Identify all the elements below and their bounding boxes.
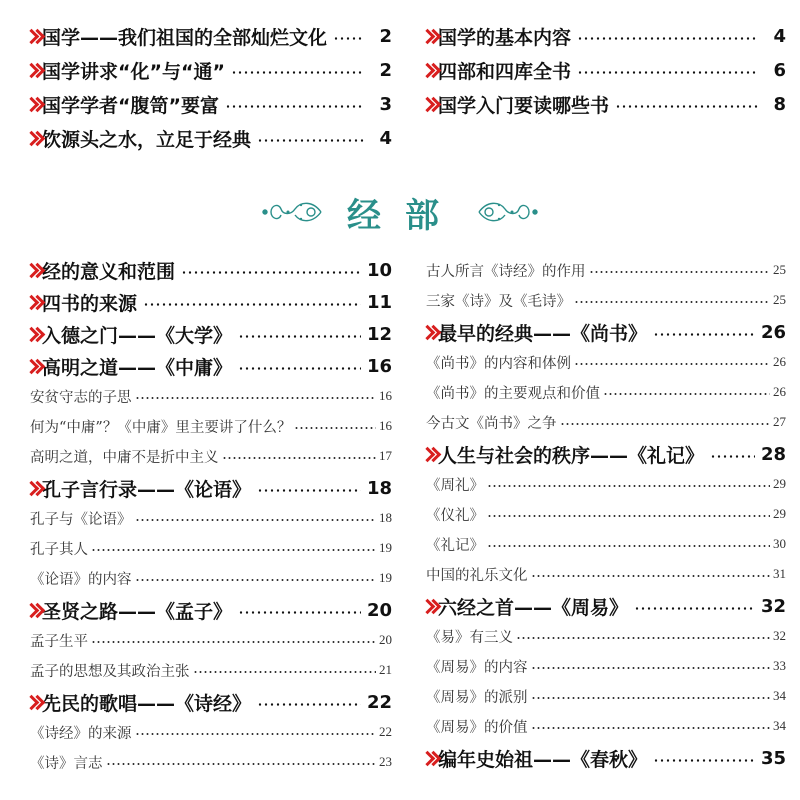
toc-entry[interactable] xyxy=(426,22,786,50)
toc-subentry[interactable] xyxy=(426,532,786,556)
double-chevron-icon xyxy=(426,325,434,339)
toc-entry-title: 国学的基本内容 xyxy=(438,26,572,49)
toc-subentry[interactable] xyxy=(30,414,392,438)
toc-subentry[interactable] xyxy=(30,444,392,468)
dot-leader xyxy=(135,733,377,735)
toc-entry-title: 圣贤之路——《孟子》 xyxy=(42,600,233,623)
dot-leader xyxy=(653,333,755,336)
toc-entry-title: 饮源头之水，立足于经典 xyxy=(42,128,252,151)
double-chevron-icon xyxy=(30,603,38,617)
toc-page-number: 10 xyxy=(366,259,392,281)
toc-entry[interactable] xyxy=(30,688,392,716)
double-chevron-icon xyxy=(30,97,38,111)
toc-entry-title: 人生与社会的秩序——《礼记》 xyxy=(438,444,705,467)
section-header xyxy=(0,190,800,234)
toc-page-number: 20 xyxy=(366,599,392,621)
toc-page-number: 16 xyxy=(366,355,392,377)
dot-leader xyxy=(487,545,770,547)
toc-subentry[interactable] xyxy=(426,502,786,526)
dot-leader xyxy=(531,575,771,577)
dot-leader xyxy=(91,641,376,643)
toc-entry-title: 国学——我们祖国的全部灿烂文化 xyxy=(42,26,328,49)
toc-entry-title: 《尚书》的主要观点和价值 xyxy=(426,385,600,402)
toc-page-number: 12 xyxy=(366,323,392,345)
ornament-icon xyxy=(261,197,323,227)
toc-page-number: 8 xyxy=(773,93,786,115)
double-chevron-icon xyxy=(426,63,434,77)
dot-leader xyxy=(257,703,361,706)
dot-leader xyxy=(531,727,771,729)
dot-leader xyxy=(222,457,377,459)
toc-entry-title: 孟子生平 xyxy=(30,633,88,650)
toc-entry-title: 入德之门——《大学》 xyxy=(42,324,233,347)
toc-subentry[interactable] xyxy=(30,384,392,408)
toc-page-number: 31 xyxy=(773,566,786,581)
dot-leader xyxy=(577,37,758,40)
dot-leader xyxy=(135,519,377,521)
double-chevron-icon xyxy=(30,29,38,43)
toc-subentry[interactable] xyxy=(30,750,392,774)
dot-leader xyxy=(634,607,755,610)
toc-subentry[interactable] xyxy=(426,624,786,648)
toc-page-number: 32 xyxy=(760,595,786,617)
section-title: 经部 xyxy=(347,195,463,236)
toc-entry-title: 先民的歌唱——《诗经》 xyxy=(42,692,252,715)
dot-leader xyxy=(615,105,758,108)
toc-page-number: 25 xyxy=(773,292,786,307)
toc-subentry[interactable] xyxy=(426,410,786,434)
dot-leader xyxy=(238,611,361,614)
toc-page-number: 17 xyxy=(379,448,392,463)
toc-entry-title: 孔子其人 xyxy=(30,541,88,558)
toc-page-number: 4 xyxy=(773,25,786,47)
double-chevron-icon xyxy=(30,695,38,709)
toc-page-number: 11 xyxy=(366,291,392,313)
toc-page-number: 30 xyxy=(773,536,786,551)
toc-page-number: 29 xyxy=(773,476,786,491)
toc-subentry[interactable] xyxy=(426,714,786,738)
toc-page-number: 6 xyxy=(773,59,786,81)
dot-leader xyxy=(487,515,770,517)
toc-entry-title: 三家《诗》及《毛诗》 xyxy=(426,293,571,310)
toc-entry-title: 《周礼》 xyxy=(426,477,484,494)
toc-entry[interactable] xyxy=(30,352,392,380)
toc-entry-title: 最早的经典——《尚书》 xyxy=(438,322,648,345)
toc-page-number: 3 xyxy=(379,93,392,115)
toc-entry-title: 高明之道——《中庸》 xyxy=(42,356,233,379)
toc-page-number: 26 xyxy=(773,354,786,369)
toc-entry-title: 古人所言《诗经》的作用 xyxy=(426,263,586,280)
dot-leader xyxy=(333,37,364,40)
double-chevron-icon xyxy=(30,327,38,341)
toc-entry[interactable] xyxy=(426,318,786,346)
toc-page-number: 25 xyxy=(773,262,786,277)
toc-entry-title: 《周易》的内容 xyxy=(426,659,528,676)
dot-leader xyxy=(193,671,377,673)
dot-leader xyxy=(531,697,771,699)
dot-leader xyxy=(560,423,771,425)
toc-page-number: 34 xyxy=(773,718,786,733)
dot-leader xyxy=(257,489,361,492)
toc-subentry[interactable] xyxy=(426,288,786,312)
toc-subentry[interactable] xyxy=(426,258,786,282)
toc-page-number: 28 xyxy=(760,443,786,465)
toc-entry[interactable] xyxy=(426,440,786,468)
toc-page-number: 32 xyxy=(773,628,786,643)
toc-entry[interactable] xyxy=(426,90,786,118)
toc-page-number: 2 xyxy=(379,25,392,47)
toc-entry[interactable] xyxy=(30,256,392,284)
toc-page-number: 34 xyxy=(773,688,786,703)
toc-page-number: 27 xyxy=(773,414,786,429)
toc-page-number: 18 xyxy=(379,510,392,525)
toc-entry[interactable] xyxy=(30,56,392,84)
toc-page-number: 18 xyxy=(366,477,392,499)
toc-entry-title: 安贫守志的子思 xyxy=(30,389,132,406)
toc-subentry[interactable] xyxy=(426,380,786,404)
dot-leader xyxy=(135,579,377,581)
toc-entry[interactable] xyxy=(30,22,392,50)
double-chevron-icon xyxy=(426,447,434,461)
toc-entry-title: 国学入门要读哪些书 xyxy=(438,94,610,117)
toc-entry-title: 四书的来源 xyxy=(42,292,138,315)
double-chevron-icon xyxy=(30,63,38,77)
toc-entry-title: 《仪礼》 xyxy=(426,507,484,524)
toc-subentry[interactable] xyxy=(30,720,392,744)
toc-entry-title: 六经之首——《周易》 xyxy=(438,596,629,619)
double-chevron-icon xyxy=(426,97,434,111)
toc-entry-title: 经的意义和范围 xyxy=(42,260,176,283)
toc-page-number: 26 xyxy=(760,321,786,343)
toc-page-number: 19 xyxy=(379,540,392,555)
toc-entry[interactable] xyxy=(30,596,392,624)
toc-entry-title: 《诗》言志 xyxy=(30,755,103,772)
toc-entry-title: 中国的礼乐文化 xyxy=(426,567,528,584)
dot-leader xyxy=(257,139,364,142)
toc-subentry[interactable] xyxy=(426,654,786,678)
toc-entry-title: 高明之道，中庸不是折中主义 xyxy=(30,449,219,466)
dot-leader xyxy=(603,393,770,395)
double-chevron-icon xyxy=(30,263,38,277)
toc-entry-title: 国学讲求“化”与“通” xyxy=(42,60,225,83)
double-chevron-icon xyxy=(426,751,434,765)
double-chevron-icon xyxy=(30,131,38,145)
dot-leader xyxy=(225,105,364,108)
dot-leader xyxy=(577,71,758,74)
toc-entry-title: 孔子言行录——《论语》 xyxy=(42,478,252,501)
toc-subentry[interactable] xyxy=(30,628,392,652)
toc-page-number: 16 xyxy=(379,388,392,403)
toc-page-number: 21 xyxy=(379,662,392,677)
toc-page-number: 29 xyxy=(773,506,786,521)
dot-leader xyxy=(238,335,361,338)
double-chevron-icon xyxy=(30,295,38,309)
toc-subentry[interactable] xyxy=(426,684,786,708)
toc-page-number: 22 xyxy=(366,691,392,713)
toc-page-number: 20 xyxy=(379,632,392,647)
toc-entry[interactable] xyxy=(30,474,392,502)
toc-entry-title: 四部和四库全书 xyxy=(438,60,572,83)
dot-leader xyxy=(531,667,771,669)
toc-subentry[interactable] xyxy=(30,506,392,530)
toc-page-number: 33 xyxy=(773,658,786,673)
dot-leader xyxy=(181,271,361,274)
dot-leader xyxy=(589,271,771,273)
toc-entry-title: 《诗经》的来源 xyxy=(30,725,132,742)
toc-entry-title: 《周易》的价值 xyxy=(426,719,528,736)
dot-leader xyxy=(574,301,770,303)
toc-entry-title: 《礼记》 xyxy=(426,537,484,554)
toc-entry-title: 编年史始祖——《春秋》 xyxy=(438,748,648,771)
dot-leader xyxy=(238,367,361,370)
double-chevron-icon xyxy=(426,599,434,613)
toc-entry-title: 何为“中庸”？《中庸》里主要讲了什么？ xyxy=(30,419,292,436)
dot-leader xyxy=(653,759,755,762)
toc-entry-title: 《易》有三义 xyxy=(426,629,513,646)
toc-subentry[interactable] xyxy=(426,350,786,374)
ornament-icon xyxy=(477,197,539,227)
dot-leader xyxy=(294,427,376,429)
toc-page-number: 2 xyxy=(379,59,392,81)
toc-subentry[interactable] xyxy=(30,536,392,560)
toc-entry[interactable] xyxy=(30,124,392,152)
toc-entry-title: 孟子的思想及其政治主张 xyxy=(30,663,190,680)
toc-entry-title: 孔子与《论语》 xyxy=(30,511,132,528)
toc-subentry[interactable] xyxy=(30,658,392,682)
dot-leader xyxy=(143,303,361,306)
double-chevron-icon xyxy=(30,481,38,495)
toc-entry-title: 《论语》的内容 xyxy=(30,571,132,588)
toc-entry-title: 今古文《尚书》之争 xyxy=(426,415,557,432)
toc-entry[interactable] xyxy=(30,320,392,348)
toc-entry-title: 《周易》的派别 xyxy=(426,689,528,706)
double-chevron-icon xyxy=(30,359,38,373)
dot-leader xyxy=(516,637,770,639)
toc-entry-title: 《尚书》的内容和体例 xyxy=(426,355,571,372)
toc-subentry[interactable] xyxy=(30,566,392,590)
toc-page-number: 35 xyxy=(760,747,786,769)
toc-entry[interactable] xyxy=(426,592,786,620)
toc-page-number: 19 xyxy=(379,570,392,585)
toc-entry[interactable] xyxy=(30,90,392,118)
dot-leader xyxy=(91,549,376,551)
double-chevron-icon xyxy=(426,29,434,43)
toc-entry-title: 国学学者“腹笥”要富 xyxy=(42,94,219,117)
dot-leader xyxy=(487,485,770,487)
toc-subentry[interactable] xyxy=(426,472,786,496)
toc-entry[interactable] xyxy=(426,56,786,84)
toc-page-number: 4 xyxy=(379,127,392,149)
toc-page-number: 23 xyxy=(379,754,392,769)
dot-leader xyxy=(135,397,377,399)
toc-page-number: 26 xyxy=(773,384,786,399)
toc-page-number: 16 xyxy=(379,418,392,433)
toc-page-number: 22 xyxy=(379,724,392,739)
dot-leader xyxy=(574,363,770,365)
toc-entry[interactable] xyxy=(426,744,786,772)
toc-subentry[interactable] xyxy=(426,562,786,586)
dot-leader xyxy=(231,71,364,74)
toc-entry[interactable] xyxy=(30,288,392,316)
dot-leader xyxy=(710,455,755,458)
dot-leader xyxy=(106,763,377,765)
